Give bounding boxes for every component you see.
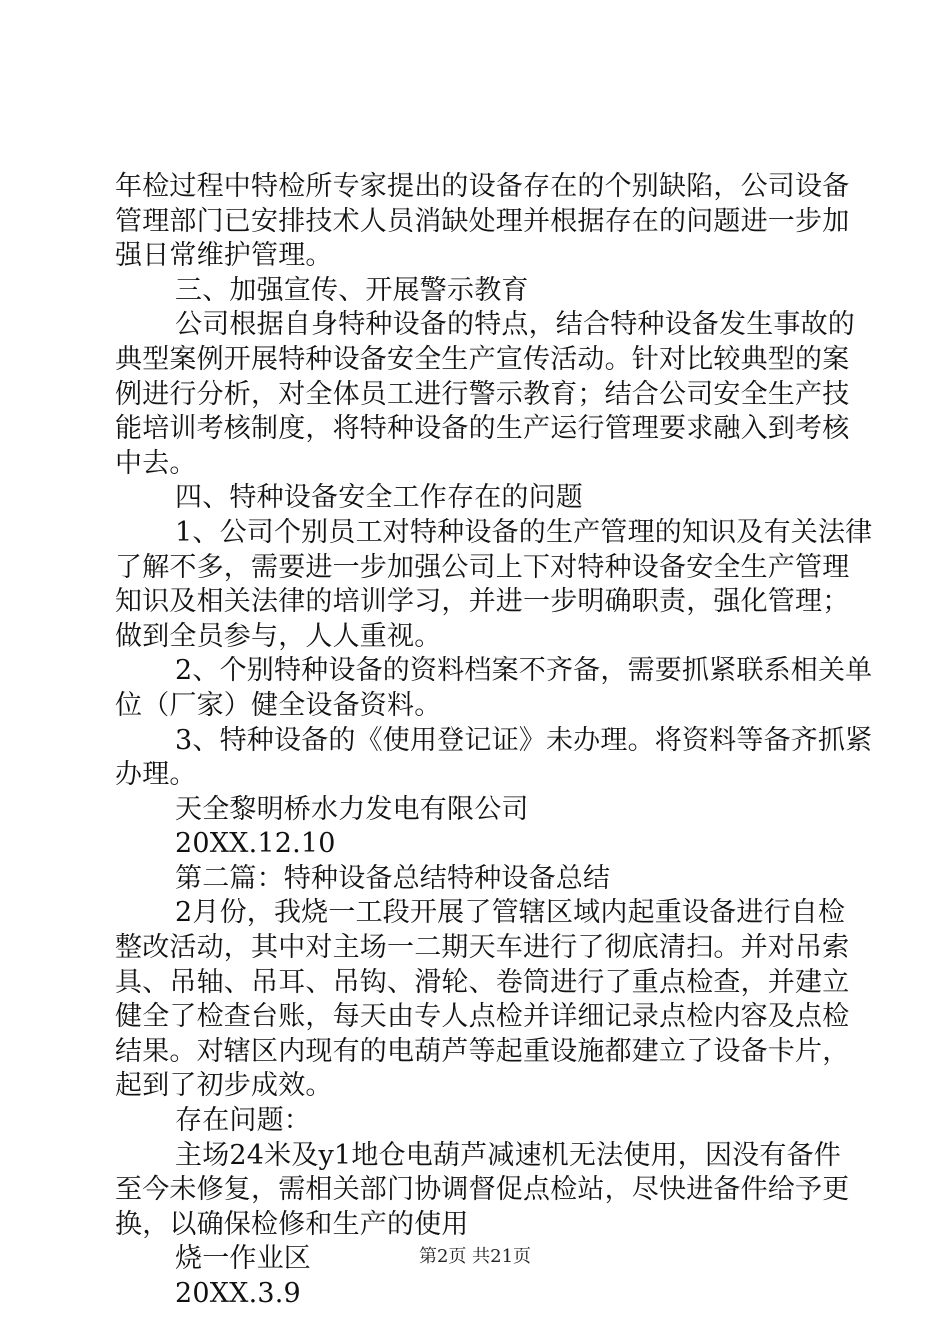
text-line: 主场24米及y1地仓电葫芦减速机无法使用，因没有备件: [175, 1139, 841, 1171]
text-line: 位（厂家）健全设备资料。: [115, 689, 442, 721]
text-line: 2月份，我烧一工段开展了管辖区域内起重设备进行自检: [175, 897, 846, 929]
text-line: 做到全员参与，人人重视。: [115, 620, 442, 652]
text-line: 能培训考核制度，将特种设备的生产运行管理要求融入到考核: [115, 413, 850, 445]
text-line: 至今未修复，需相关部门协调督促点检站，尽快进备件给予更: [115, 1174, 850, 1206]
text-line: 管理部门已安排技术人员消缺处理并根据存在的问题进一步加: [115, 205, 850, 237]
text-line: 健全了检查台账，每天由专人点检并详细记录点检内容及点检: [115, 1001, 850, 1033]
text-line: 2、个别特种设备的资料档案不齐备，需要抓紧联系相关单: [175, 655, 873, 687]
section-heading: 存在问题：: [175, 1105, 311, 1137]
department-name: 烧一作业区: [175, 1243, 311, 1275]
text-line: 1、公司个别员工对特种设备的生产管理的知识及有关法律: [175, 516, 873, 548]
text-line: 了解不多，需要进一步加强公司上下对特种设备安全生产管理: [115, 551, 850, 583]
section-heading: 四、特种设备安全工作存在的问题: [175, 482, 583, 514]
date-line: 20XX.3.9: [175, 1278, 301, 1309]
text-line: 例进行分析，对全体员工进行警示教育；结合公司安全生产技: [115, 378, 850, 410]
text-line: 3、特种设备的《使用登记证》未办理。将资料等备齐抓紧: [175, 724, 873, 756]
text-line: 结果。对辖区内现有的电葫芦等起重设施都建立了设备卡片，: [115, 1035, 850, 1067]
text-line: 具、吊轴、吊耳、吊钩、滑轮、卷筒进行了重点检查，并建立: [115, 966, 850, 998]
company-name: 天全黎明桥水力发电有限公司: [175, 793, 529, 825]
text-line: 起到了初步成效。: [115, 1070, 333, 1102]
document-body: [115, 170, 873, 1312]
text-line: 换，以确保检修和生产的使用: [115, 1208, 469, 1240]
text-line: 年检过程中特检所专家提出的设备存在的个别缺陷，公司设备: [115, 171, 850, 202]
text-line: 公司根据自身特种设备的特点，结合特种设备发生事故的: [175, 309, 855, 341]
text-line: 知识及相关法律的培训学习，并进一步明确职责，强化管理；: [115, 586, 850, 618]
text-line: 强日常维护管理。: [115, 240, 333, 272]
text-line: 典型案例开展特种设备安全生产宣传活动。针对比较典型的案: [115, 343, 850, 375]
text-line: 整改活动，其中对主场一二期天车进行了彻底清扫。并对吊索: [115, 932, 850, 964]
page-number: 第2页 共21页: [418, 1246, 532, 1267]
section-heading: 三、加强宣传、开展警示教育: [175, 274, 529, 306]
date-line: 20XX.12.10: [175, 828, 336, 860]
text-line: 办理。: [115, 759, 197, 791]
section-heading: 第二篇：特种设备总结特种设备总结: [175, 862, 611, 894]
text-line: 中去。: [115, 447, 197, 479]
